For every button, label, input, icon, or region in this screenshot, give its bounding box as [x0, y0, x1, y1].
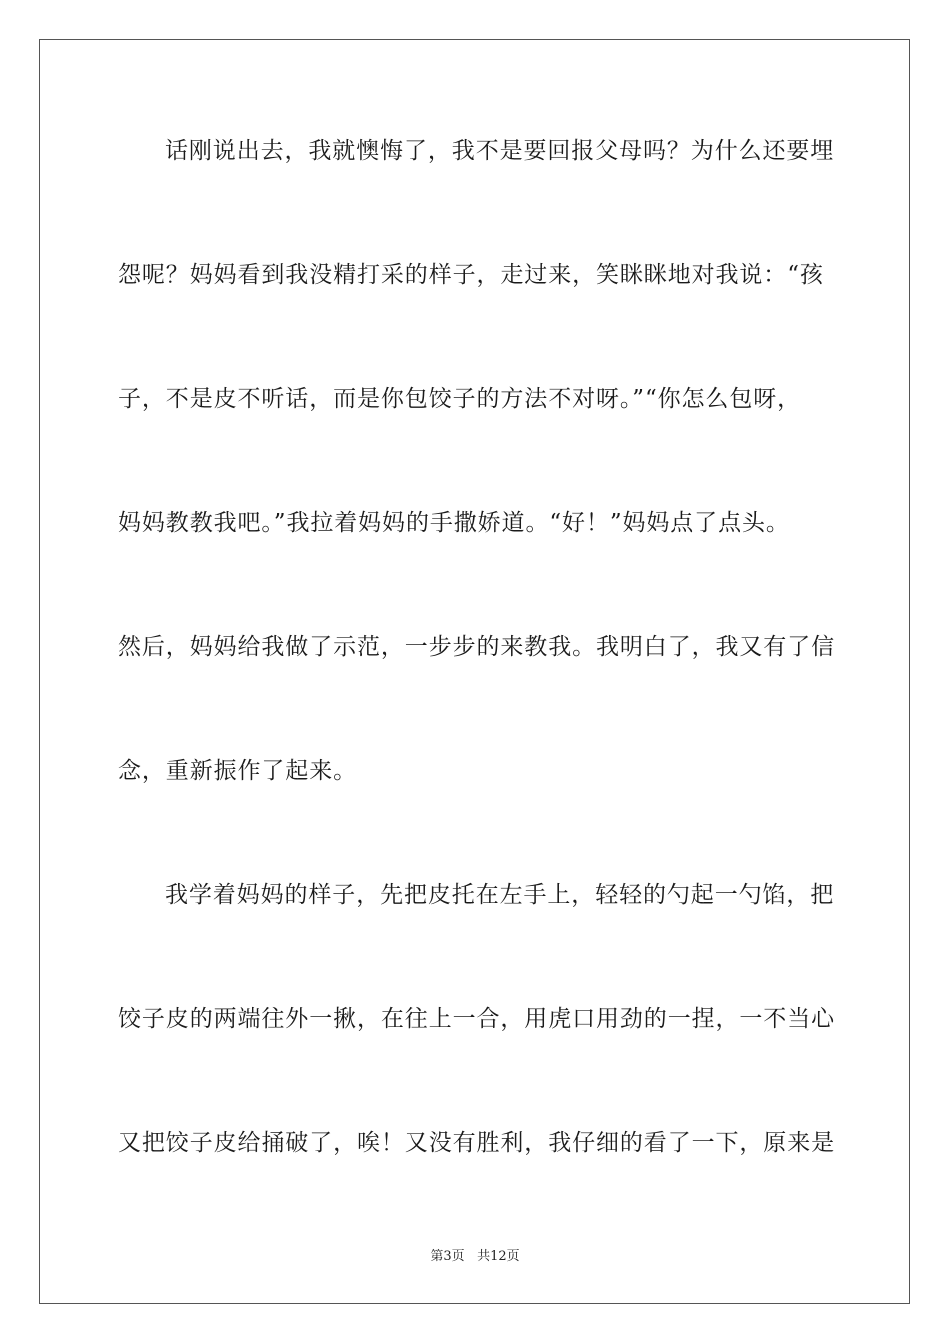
paragraph-line: 怨呢？妈妈看到我没精打采的样子，走过来，笑眯眯地对我说：“孩: [118, 262, 824, 288]
paragraph-line: 子，不是皮不听话，而是你包饺子的方法不对呀。”“你怎么包呀，: [118, 386, 802, 412]
paragraph-line: 然后，妈妈给我做了示范，一步步的来教我。我明白了，我又有了信: [118, 634, 835, 660]
paragraph-line: 饺子皮的两端往外一揪，在往上一合，用虎口用劲的一捏，一不当心: [118, 1006, 835, 1032]
paragraph-line: 又把饺子皮给捅破了，唉！又没有胜利，我仔细的看了一下，原来是: [118, 1130, 835, 1156]
page-border: [39, 39, 910, 1304]
paragraph-line: 念，重新振作了起来。: [118, 758, 357, 784]
total-pages: 共12页: [477, 1249, 520, 1264]
paragraph-line: 妈妈教教我吧。”我拉着妈妈的手撒娇道。“好！”妈妈点了点头。: [118, 510, 790, 536]
paragraph-line: 话刚说出去，我就懊悔了，我不是要回报父母吗？为什么还要埋: [165, 138, 835, 164]
page-number: 第3页: [430, 1249, 465, 1264]
page-footer: [0, 1248, 950, 1266]
paragraph-line: 我学着妈妈的样子，先把皮托在左手上，轻轻的勺起一勺馅，把: [165, 882, 835, 908]
